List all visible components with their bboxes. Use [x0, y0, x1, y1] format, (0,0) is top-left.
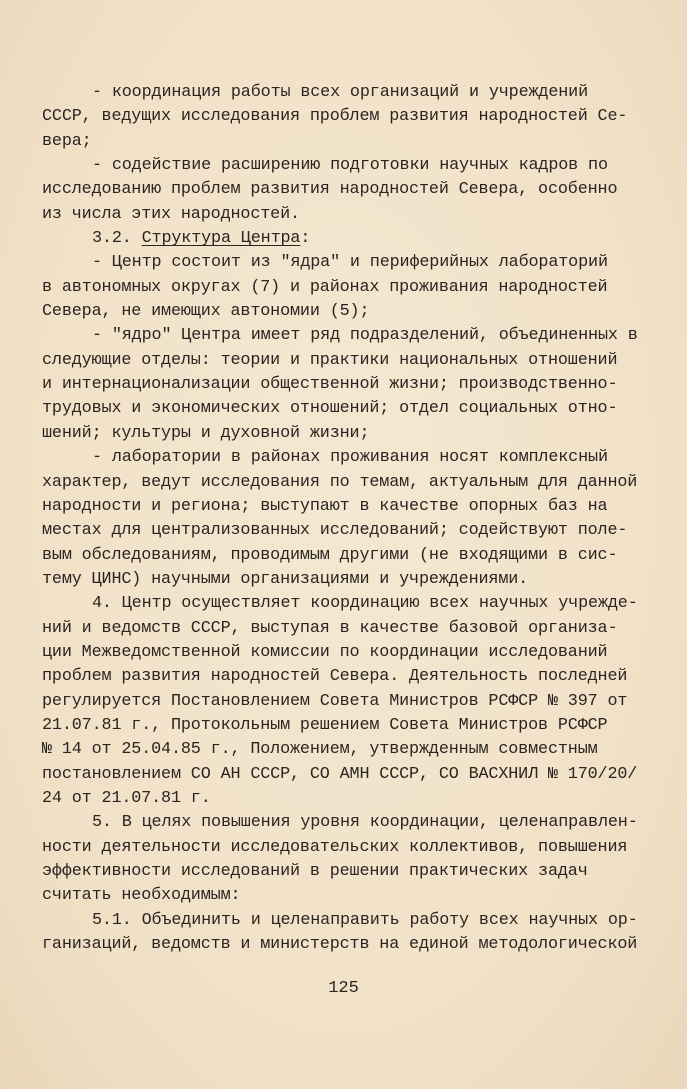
- text-line: из числа этих народностей.: [42, 204, 300, 224]
- body-text: [42, 81, 662, 957]
- text-line: № 14 от 25.04.85 г., Положением, утвержденным совместным: [42, 740, 598, 760]
- text-line: местах для централизованных исследований; содействуют поле-: [42, 521, 628, 541]
- text-line: и интернационализации общественной жизни; производственно-: [42, 375, 618, 395]
- text-line: проблем развития народностей Севера. Деятельность последней: [42, 667, 628, 687]
- text-line: считать необходимым:: [42, 886, 241, 906]
- text-line: народности и региона; выступают в качестве опорных баз на: [42, 496, 608, 516]
- text-line: регулируется Постановлением Совета Министров РСФСР № 397 от: [42, 691, 628, 711]
- text-line: характер, ведут исследования по темам, актуальным для данной: [42, 472, 638, 492]
- text-line: ности деятельности исследовательских коллективов, повышения: [42, 837, 628, 857]
- text-line: ний и ведомств СССР, выступая в качестве базовой организа-: [42, 618, 618, 638]
- text-line: ции Межведомственной комиссии по координации исследований: [42, 642, 608, 662]
- text-line: эффективности исследований в решении практических задач: [42, 862, 588, 881]
- text-line: в автономных округах (7) и районах проживания народностей: [42, 277, 608, 297]
- text-line: - содействие расширению подготовки научных кадров по: [92, 156, 608, 176]
- text-line: СССР, ведущих исследования проблем развития народностей Се-: [42, 107, 628, 127]
- text-line: вым обследованиям, проводимым другими (не входящими в сис-: [42, 545, 618, 565]
- text-line: следующие отделы: теории и практики национальных отношений: [42, 350, 618, 370]
- text-line: трудовых и экономических отношений; отдел социальных отно-: [42, 399, 618, 419]
- text-line: - Центр состоит из "ядра" и периферийных лабораторий: [92, 253, 608, 273]
- section-colon: :: [300, 229, 311, 249]
- text-line: 5. В целях повышения уровня координации, целенаправлен-: [92, 813, 638, 833]
- text-line: 4. Центр осуществляет координацию всех научных учрежде-: [92, 594, 638, 614]
- text-line: вера;: [42, 131, 92, 151]
- text-line: 24 от 21.07.81 г.: [42, 788, 211, 808]
- text-line: - координация работы всех организаций и учреждений: [92, 83, 589, 102]
- text-line: Севера, не имеющих автономии (5);: [42, 302, 370, 322]
- text-line: исследованию проблем развития народностей Севера, особенно: [42, 180, 618, 200]
- text-line: ганизаций, ведомств и министерств на единой методологической: [42, 935, 638, 955]
- text-line: 21.07.81 г., Протокольным решением Совета Министров РСФСР: [42, 715, 608, 735]
- text-line: 5.1. Объединить и целенаправить работу всех научных ор-: [92, 910, 638, 930]
- section-number: 3.2.: [92, 229, 142, 249]
- section-title: Структура Центра: [141, 229, 301, 249]
- text-line: постановлением СО АН СССР, СО АМН СССР, СО ВАСХНИЛ № 170/20/: [42, 764, 638, 784]
- text-line: шений; культуры и духовной жизни;: [42, 423, 370, 443]
- section-heading: [42, 227, 662, 251]
- text-line: - лаборатории в районах проживания носят комплексный: [92, 448, 608, 468]
- text-line: тему ЦИНС) научными организациями и учреждениями.: [42, 569, 529, 589]
- page-number: 125: [328, 979, 359, 998]
- text-line: - "ядро" Центра имеет ряд подразделений, объединенных в: [92, 326, 638, 346]
